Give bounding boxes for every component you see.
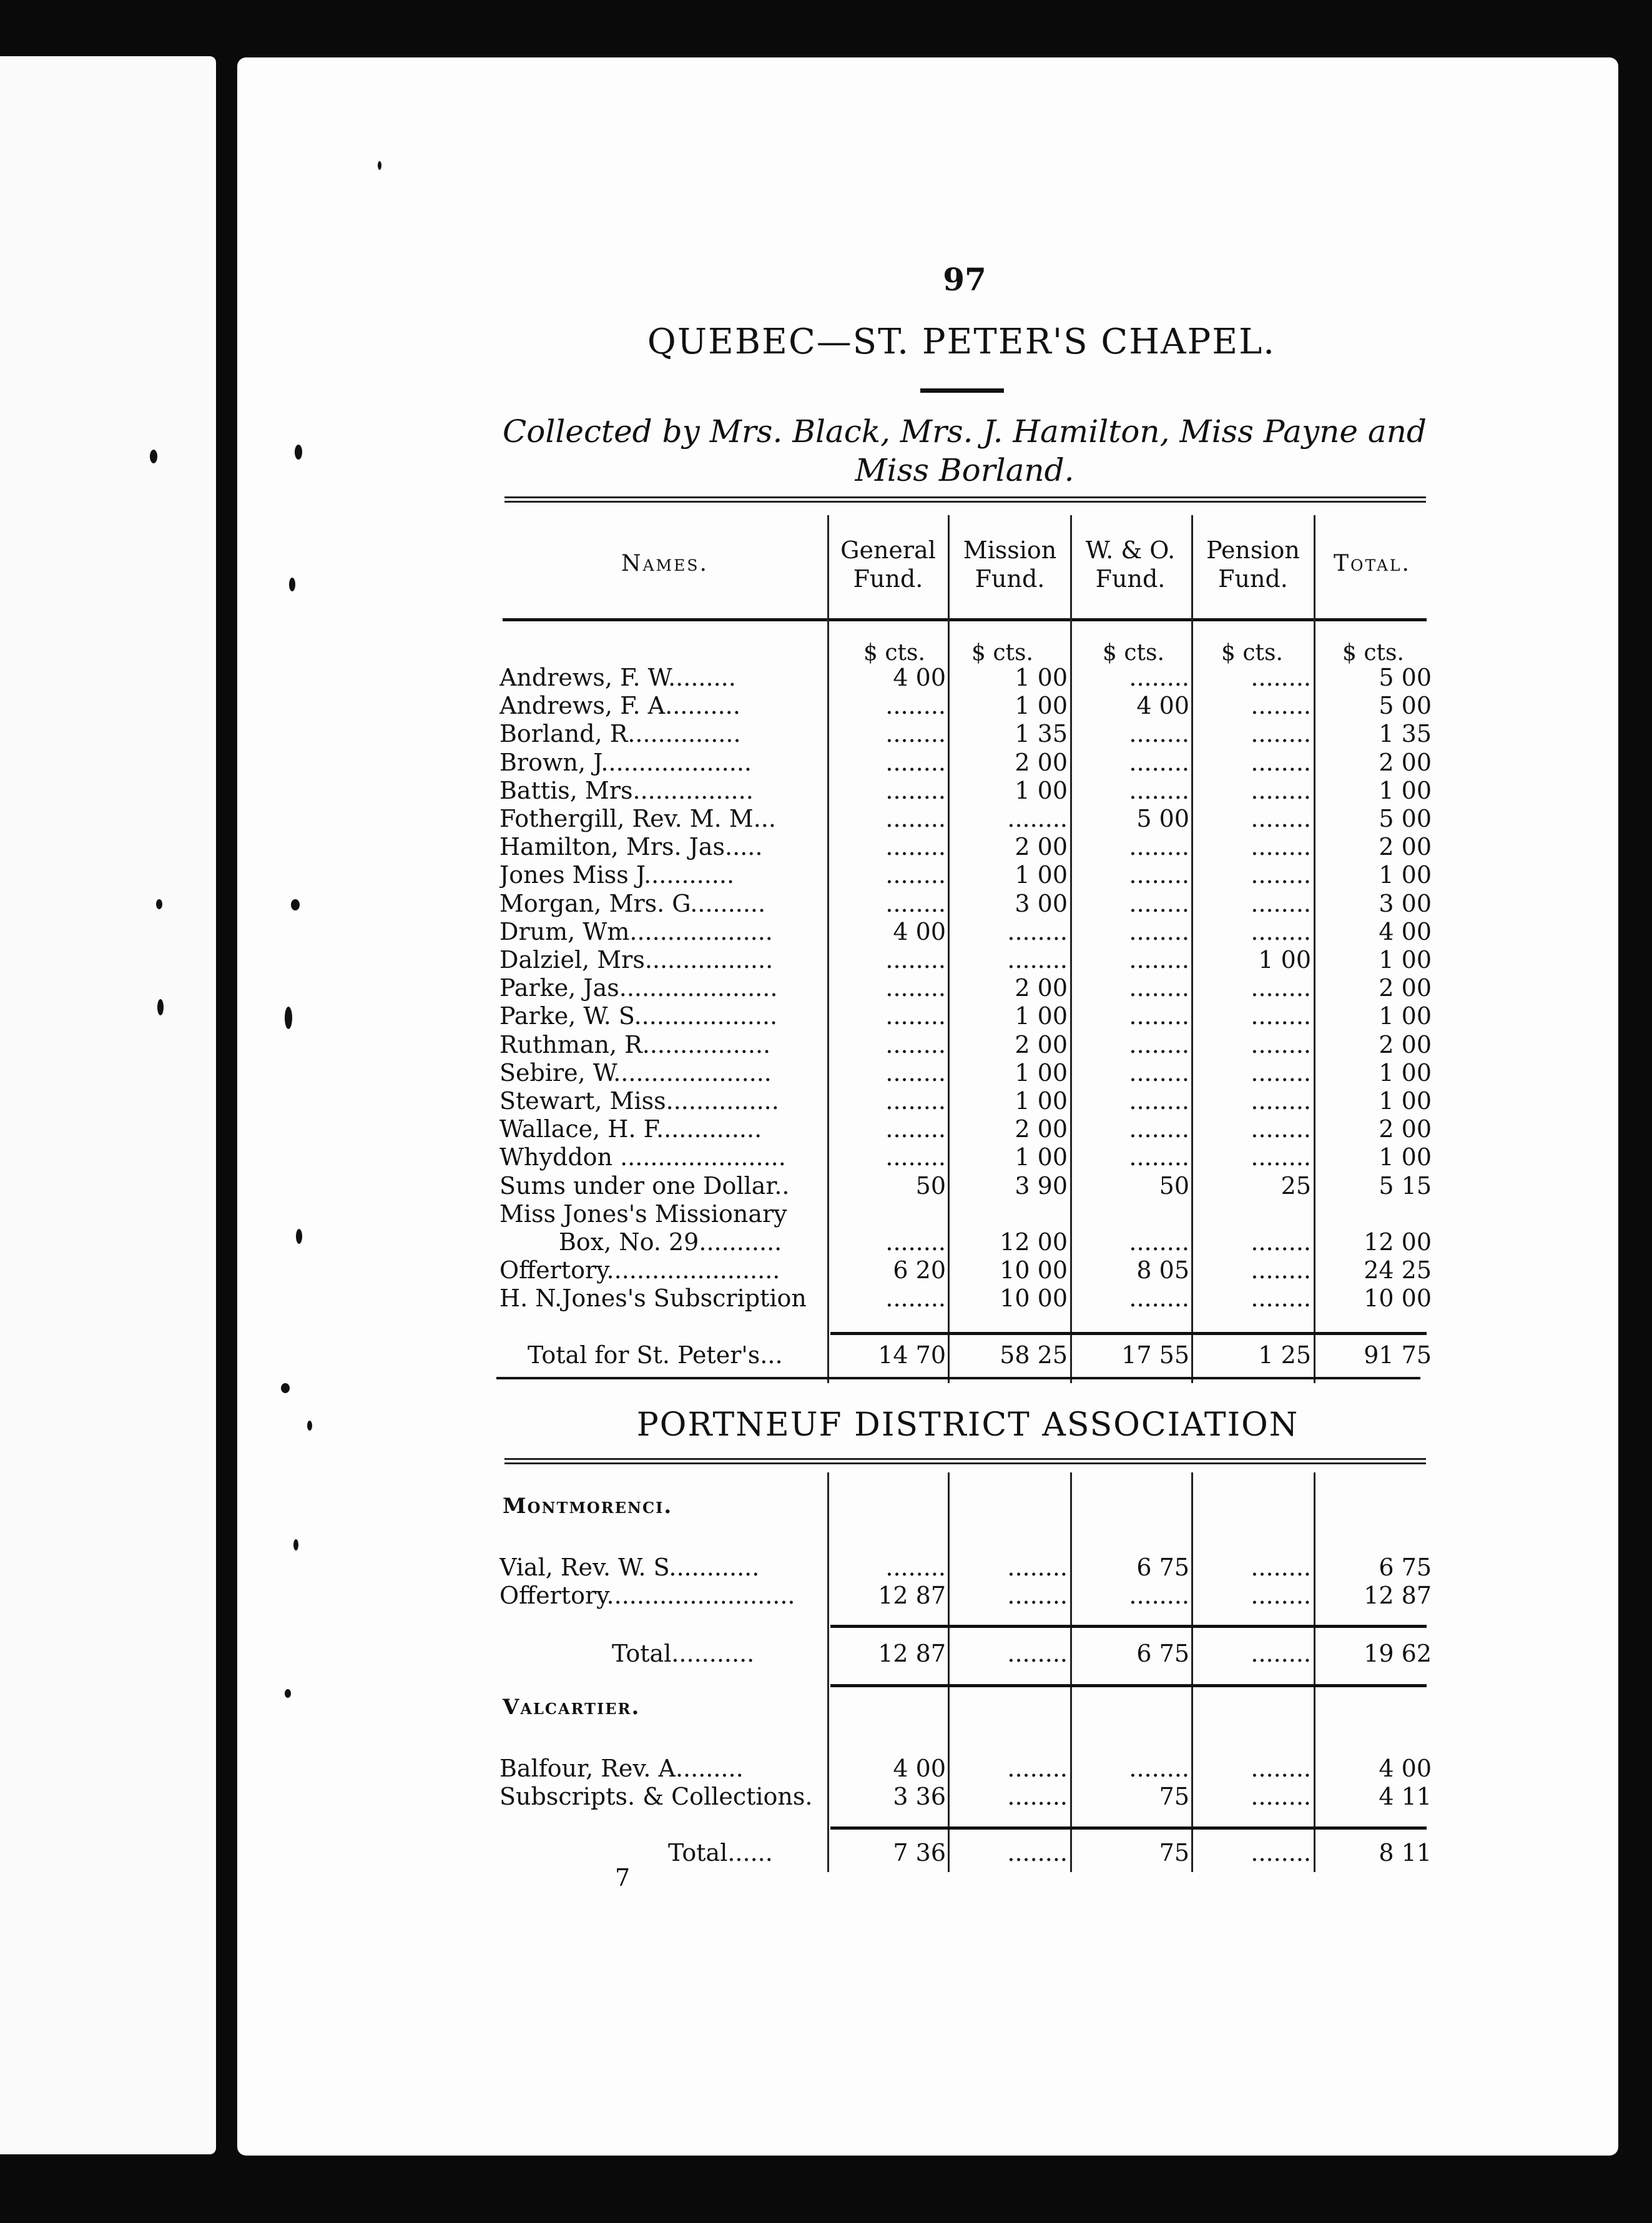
table-row-total	[0, 1839, 1652, 1867]
cell-total: 1 00	[1379, 776, 1432, 804]
ink-speck	[293, 1539, 298, 1550]
cell-wo: ........	[1129, 776, 1189, 804]
cell-mission: ........	[1007, 1554, 1068, 1581]
cell-pension: ........	[1251, 917, 1311, 945]
table-row-total	[0, 1640, 1652, 1668]
cell-total: 1 00	[1379, 1143, 1432, 1171]
total-rule	[830, 1625, 1427, 1628]
table-row-total	[0, 1341, 1652, 1369]
cell-mission: 58 25	[1000, 1341, 1068, 1369]
cell-wo: 6 75	[1136, 1554, 1189, 1581]
col-names-header: Names.	[621, 551, 709, 576]
cell-total: 5 00	[1379, 664, 1432, 691]
cell-mission: 10 00	[1000, 1284, 1068, 1313]
row-name: Whyddon ......................	[499, 1143, 786, 1171]
table-row	[0, 1143, 1652, 1171]
cell-mission: 1 00	[1015, 692, 1068, 720]
cell-mission: ........	[1007, 1839, 1068, 1866]
cell-wo: ........	[1129, 1284, 1189, 1313]
row-name: Total......	[668, 1839, 773, 1866]
row-name: Offertory.......................	[499, 1256, 780, 1284]
cell-mission: ........	[1007, 805, 1068, 832]
row-name: Sebire, W.....................	[499, 1058, 772, 1087]
table-row	[0, 1256, 1652, 1284]
cell-mission: 2 00	[1015, 1115, 1068, 1143]
table-row	[0, 918, 1652, 946]
row-name: Miss Jones's Missionary	[499, 1200, 787, 1228]
cell-mission: 1 00	[1015, 664, 1068, 691]
cell-pension: ........	[1251, 692, 1311, 720]
table-row	[0, 1002, 1652, 1030]
column-rule	[1070, 1472, 1072, 1872]
row-name: Box, No. 29...........	[559, 1228, 782, 1256]
cell-mission: ........	[1007, 1783, 1068, 1810]
cell-total: 5 00	[1379, 805, 1432, 832]
table-row	[0, 720, 1652, 748]
title-rule	[920, 388, 1004, 393]
cell-general: 4 00	[893, 917, 946, 945]
column-rule	[948, 1472, 950, 1872]
cell-total: 4 00	[1379, 1755, 1432, 1782]
row-name: Dalziel, Mrs.................	[499, 946, 774, 973]
cell-wo: ........	[1129, 748, 1189, 776]
table-row	[0, 1582, 1652, 1610]
cell-general: ........	[885, 1002, 946, 1030]
table-row	[0, 1115, 1652, 1143]
unit-label: $ cts.	[1221, 640, 1283, 666]
table-row	[0, 946, 1652, 974]
cell-wo: ........	[1129, 1087, 1189, 1115]
row-name: Drum, Wm...................	[499, 917, 773, 945]
cell-total: 10 00	[1364, 1284, 1432, 1313]
row-name: Total for St. Peter's...	[528, 1341, 783, 1369]
cell-mission: 2 00	[1015, 1030, 1068, 1058]
col-pension-header: Pension Fund.	[1206, 536, 1300, 593]
cell-mission: ........	[1007, 1582, 1068, 1609]
cell-mission: 2 00	[1015, 833, 1068, 861]
column-rule	[1191, 1472, 1193, 1872]
col-total-header: Total.	[1334, 551, 1411, 576]
cell-pension: 1 00	[1258, 946, 1311, 973]
cell-mission: 3 90	[1015, 1171, 1068, 1200]
table-row	[0, 805, 1652, 833]
row-name: Andrews, F. W.........	[499, 664, 736, 691]
col-wo-header: W. & O. Fund.	[1085, 536, 1176, 593]
cell-total: 24 25	[1364, 1256, 1432, 1284]
cell-wo: ........	[1129, 861, 1189, 889]
cell-total: 1 00	[1379, 1087, 1432, 1115]
signature-mark: 7	[615, 1864, 631, 1891]
row-name: Ruthman, R.................	[499, 1030, 771, 1058]
row-name: Total...........	[612, 1640, 755, 1667]
unit-label: $ cts.	[971, 640, 1033, 666]
cell-total: 12 87	[1364, 1582, 1432, 1609]
cell-pension: ........	[1251, 805, 1311, 832]
table-row	[0, 1228, 1652, 1256]
section-rule	[496, 1377, 1420, 1379]
cell-total: 2 00	[1379, 974, 1432, 1002]
col-mission-header: Mission Fund.	[963, 536, 1057, 593]
cell-wo: 75	[1159, 1783, 1189, 1810]
cell-wo: ........	[1129, 1143, 1189, 1171]
cell-mission: ........	[1007, 1755, 1068, 1782]
header-double-rule	[504, 496, 1426, 503]
row-name: Subscripts. & Collections.	[499, 1783, 813, 1810]
table-row	[0, 974, 1652, 1002]
cell-mission: 1 00	[1015, 861, 1068, 889]
ink-speck	[281, 1383, 290, 1393]
cell-pension: ........	[1251, 1115, 1311, 1143]
cell-total: 1 00	[1379, 1002, 1432, 1030]
cell-total: 19 62	[1364, 1640, 1432, 1667]
cell-wo: ........	[1129, 946, 1189, 973]
table-row	[0, 1200, 1652, 1228]
ink-speck	[150, 450, 157, 463]
page-title: QUEBEC—ST. PETER'S CHAPEL.	[647, 322, 1276, 362]
cell-wo: ........	[1129, 1228, 1189, 1256]
table-row	[0, 1059, 1652, 1087]
cell-total: 1 00	[1379, 861, 1432, 889]
collectors-note: Collected by Mrs. Black, Mrs. J. Hamilton, Miss Payne and Miss Borland.	[503, 413, 1427, 488]
portneuf-double-rule	[504, 1458, 1426, 1464]
row-name: Balfour, Rev. A.........	[499, 1755, 744, 1782]
row-name: Andrews, F. A..........	[499, 692, 740, 720]
cell-general: ........	[885, 1058, 946, 1087]
table-row	[0, 890, 1652, 918]
cell-wo: 5 00	[1136, 805, 1189, 832]
cell-mission: 1 00	[1015, 1002, 1068, 1030]
table-row	[0, 1755, 1652, 1783]
cell-pension: ........	[1251, 1256, 1311, 1284]
cell-mission: 1 00	[1015, 1143, 1068, 1171]
cell-pension: ........	[1251, 974, 1311, 1002]
cell-total: 91 75	[1364, 1341, 1432, 1369]
cell-general: ........	[885, 1143, 946, 1171]
cell-pension: ........	[1251, 664, 1311, 691]
cell-pension: 25	[1281, 1171, 1311, 1200]
cell-general: ........	[885, 692, 946, 720]
cell-total: 2 00	[1379, 748, 1432, 776]
cell-pension: ........	[1251, 1554, 1311, 1581]
cell-pension: ........	[1251, 889, 1311, 917]
cell-pension: ........	[1251, 1783, 1311, 1810]
cell-total: 4 11	[1379, 1783, 1432, 1810]
row-name: Parke, W. S...................	[499, 1002, 778, 1030]
cell-pension: ........	[1251, 1058, 1311, 1087]
page-number: 97	[943, 261, 986, 298]
cell-total: 5 15	[1379, 1171, 1432, 1200]
row-name: Parke, Jas.....................	[499, 974, 778, 1002]
total-rule	[830, 1684, 1427, 1687]
cell-wo: ........	[1129, 1582, 1189, 1609]
column-rule	[827, 1472, 829, 1872]
ink-speck	[378, 161, 381, 170]
cell-wo: ........	[1129, 720, 1189, 748]
ink-speck	[285, 1689, 291, 1698]
cell-total: 4 00	[1379, 917, 1432, 945]
cell-general: ........	[885, 805, 946, 832]
montmorenci-label: Montmorenci.	[503, 1494, 673, 1519]
unit-label: $ cts.	[1103, 640, 1164, 666]
row-name: Vial, Rev. W. S............	[499, 1554, 760, 1581]
portneuf-title: PORTNEUF DISTRICT ASSOCIATION	[636, 1406, 1299, 1444]
row-name: Hamilton, Mrs. Jas.....	[499, 833, 763, 861]
cell-general: ........	[885, 833, 946, 861]
cell-general: ........	[885, 861, 946, 889]
cell-mission: ........	[1007, 1640, 1068, 1667]
cell-total: 2 00	[1379, 1030, 1432, 1058]
table-row	[0, 833, 1652, 861]
cell-mission: 2 00	[1015, 748, 1068, 776]
cell-pension: ........	[1251, 776, 1311, 804]
table-row	[0, 1284, 1652, 1313]
cell-general: ........	[885, 1115, 946, 1143]
valcartier-label: Valcartier.	[503, 1695, 641, 1720]
cell-total: 1 00	[1379, 1058, 1432, 1087]
ink-speck	[307, 1421, 312, 1431]
cell-pension: ........	[1251, 833, 1311, 861]
table-row	[0, 777, 1652, 805]
cell-total: 6 75	[1379, 1554, 1432, 1581]
cell-pension: ........	[1251, 1228, 1311, 1256]
cell-pension: ........	[1251, 1087, 1311, 1115]
cell-mission: 1 35	[1015, 720, 1068, 748]
cell-mission: 3 00	[1015, 889, 1068, 917]
cell-pension: ........	[1251, 1755, 1311, 1782]
cell-general: 7 36	[893, 1839, 946, 1866]
unit-label: $ cts.	[1342, 640, 1404, 666]
cell-wo: ........	[1129, 833, 1189, 861]
row-name: Fothergill, Rev. M. M...	[499, 805, 776, 832]
cell-general: ........	[885, 748, 946, 776]
cell-wo: ........	[1129, 917, 1189, 945]
cell-wo: ........	[1129, 1755, 1189, 1782]
cell-total: 5 00	[1379, 692, 1432, 720]
cell-wo: ........	[1129, 1058, 1189, 1087]
ink-speck	[289, 578, 295, 591]
cell-wo: ........	[1129, 889, 1189, 917]
cell-general: ........	[885, 1087, 946, 1115]
table-row	[0, 861, 1652, 889]
cell-general: 50	[915, 1171, 946, 1200]
cell-wo: 75	[1159, 1839, 1189, 1866]
cell-general: ........	[885, 776, 946, 804]
cell-wo: 8 05	[1136, 1256, 1189, 1284]
cell-total: 1 00	[1379, 946, 1432, 973]
cell-general: ........	[885, 889, 946, 917]
cell-wo: ........	[1129, 664, 1189, 691]
cell-general: 6 20	[893, 1256, 946, 1284]
cell-pension: ........	[1251, 1582, 1311, 1609]
cell-total: 1 35	[1379, 720, 1432, 748]
row-name: Morgan, Mrs. G..........	[499, 889, 766, 917]
cell-general: ........	[885, 974, 946, 1002]
cell-mission: ........	[1007, 946, 1068, 973]
row-name: Battis, Mrs................	[499, 776, 754, 804]
cell-total: 2 00	[1379, 1115, 1432, 1143]
cell-wo: ........	[1129, 1115, 1189, 1143]
cell-general: ........	[885, 946, 946, 973]
cell-pension: ........	[1251, 720, 1311, 748]
row-name: Sums under one Dollar..	[499, 1171, 790, 1200]
cell-general: 12 87	[878, 1582, 946, 1609]
cell-pension: ........	[1251, 1143, 1311, 1171]
cell-wo: ........	[1129, 1030, 1189, 1058]
cell-general: 3 36	[893, 1783, 946, 1810]
col-general-header: General Fund.	[840, 536, 936, 593]
cell-wo: 17 55	[1121, 1341, 1189, 1369]
cell-mission: 12 00	[1000, 1228, 1068, 1256]
cell-pension: ........	[1251, 1284, 1311, 1313]
row-name: Stewart, Miss...............	[499, 1087, 779, 1115]
cell-pension: ........	[1251, 1030, 1311, 1058]
cell-mission: 2 00	[1015, 974, 1068, 1002]
table-row	[0, 1087, 1652, 1115]
cell-general: ........	[885, 1030, 946, 1058]
cell-wo: ........	[1129, 974, 1189, 1002]
cell-mission: 1 00	[1015, 1058, 1068, 1087]
cell-pension: ........	[1251, 748, 1311, 776]
cell-pension: ........	[1251, 1640, 1311, 1667]
cell-general: 4 00	[893, 664, 946, 691]
row-name: Wallace, H. F..............	[499, 1115, 762, 1143]
cell-general: 12 87	[878, 1640, 946, 1667]
cell-wo: ........	[1129, 1002, 1189, 1030]
cell-general: 4 00	[893, 1755, 946, 1782]
row-name: Jones Miss J............	[499, 861, 735, 889]
total-rule	[830, 1332, 1427, 1335]
cell-mission: 1 00	[1015, 776, 1068, 804]
cell-general: ........	[885, 1228, 946, 1256]
table-row	[0, 1172, 1652, 1200]
table-row	[0, 1783, 1652, 1811]
cell-pension: ........	[1251, 1839, 1311, 1866]
table-row	[0, 664, 1652, 692]
column-rule	[1314, 1472, 1315, 1872]
total-rule	[830, 1826, 1427, 1830]
cell-general: ........	[885, 1284, 946, 1313]
cell-pension: ........	[1251, 1002, 1311, 1030]
cell-general: ........	[885, 1554, 946, 1581]
table-row	[0, 749, 1652, 777]
header-bottom-rule	[503, 618, 1427, 621]
cell-mission: 10 00	[1000, 1256, 1068, 1284]
cell-wo: 50	[1159, 1171, 1189, 1200]
cell-total: 8 11	[1379, 1839, 1432, 1866]
unit-label: $ cts.	[863, 640, 925, 666]
row-name: H. N.Jones's Subscription	[499, 1284, 807, 1313]
cell-total: 2 00	[1379, 833, 1432, 861]
cell-mission: ........	[1007, 917, 1068, 945]
row-name: Offertory.........................	[499, 1582, 795, 1609]
table-row	[0, 1031, 1652, 1059]
cell-total: 12 00	[1364, 1228, 1432, 1256]
row-name: Brown, J....................	[499, 748, 752, 776]
cell-pension: ........	[1251, 861, 1311, 889]
cell-mission: 1 00	[1015, 1087, 1068, 1115]
cell-wo: 4 00	[1136, 692, 1189, 720]
cell-total: 3 00	[1379, 889, 1432, 917]
cell-general: 14 70	[878, 1341, 946, 1369]
ink-speck	[295, 445, 302, 460]
cell-general: ........	[885, 720, 946, 748]
table-row	[0, 1554, 1652, 1582]
cell-pension: 1 25	[1258, 1341, 1311, 1369]
cell-wo: 6 75	[1136, 1640, 1189, 1667]
row-name: Borland, R...............	[499, 720, 741, 748]
table-row	[0, 692, 1652, 720]
